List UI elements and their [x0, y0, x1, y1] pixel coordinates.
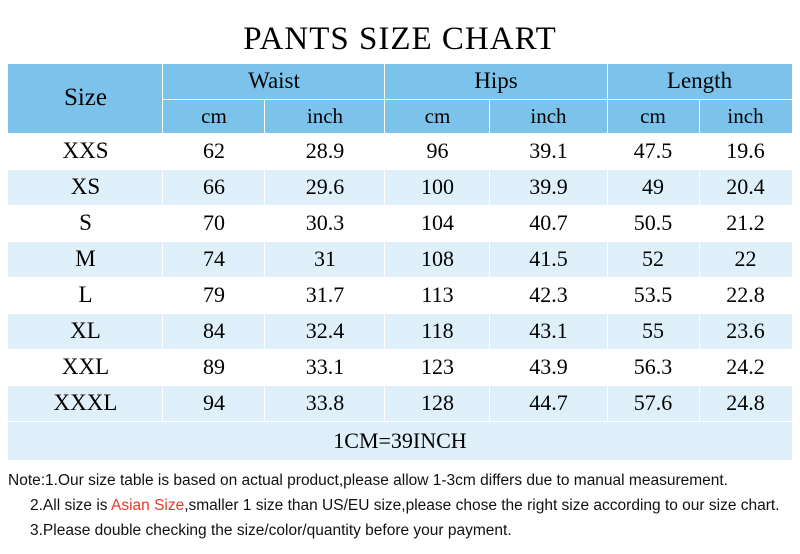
cell-length-inch: 23.6 — [699, 313, 792, 349]
cell-length-cm: 50.5 — [607, 205, 699, 241]
cell-hips-cm: 96 — [385, 133, 490, 169]
cell-hips-inch: 40.7 — [490, 205, 607, 241]
cell-length-cm: 56.3 — [607, 349, 699, 385]
cell-waist-inch: 31 — [265, 241, 385, 277]
cell-waist-cm: 79 — [163, 277, 265, 313]
table-row — [8, 277, 792, 313]
cell-waist-cm: 62 — [163, 133, 265, 169]
cell-hips-inch: 44.7 — [490, 385, 607, 421]
header-length-inch: inch — [699, 99, 792, 133]
cell-size: XL — [8, 313, 163, 349]
cell-size: XS — [8, 169, 163, 205]
conversion-note: 1CM=39INCH — [8, 421, 792, 460]
header-hips: Hips — [385, 63, 607, 99]
cell-length-inch: 22.8 — [699, 277, 792, 313]
table-group-header-row — [8, 63, 792, 99]
note-line-3: 3.Please double checking the size/color/quantity before your payment. — [30, 521, 512, 539]
cell-waist-inch: 28.9 — [265, 133, 385, 169]
cell-waist-cm: 70 — [163, 205, 265, 241]
cell-waist-cm: 89 — [163, 349, 265, 385]
cell-size: L — [8, 277, 163, 313]
cell-size: XXS — [8, 133, 163, 169]
header-waist: Waist — [163, 63, 385, 99]
cell-hips-inch: 41.5 — [490, 241, 607, 277]
cell-length-cm: 49 — [607, 169, 699, 205]
header-waist-inch: inch — [265, 99, 385, 133]
cell-length-cm: 57.6 — [607, 385, 699, 421]
cell-waist-inch: 33.8 — [265, 385, 385, 421]
header-waist-cm: cm — [163, 99, 265, 133]
header-hips-cm: cm — [385, 99, 490, 133]
page-title: PANTS SIZE CHART — [243, 21, 557, 57]
cell-size: M — [8, 241, 163, 277]
cell-hips-inch: 43.1 — [490, 313, 607, 349]
table-row — [8, 241, 792, 277]
note-line-2 — [8, 493, 792, 518]
header-length: Length — [607, 63, 792, 99]
cell-waist-inch: 31.7 — [265, 277, 385, 313]
cell-waist-inch: 29.6 — [265, 169, 385, 205]
cell-waist-cm: 66 — [163, 169, 265, 205]
cell-length-inch: 24.2 — [699, 349, 792, 385]
cell-size: S — [8, 205, 163, 241]
table-row — [8, 349, 792, 385]
cell-hips-cm: 123 — [385, 349, 490, 385]
cell-length-inch: 21.2 — [699, 205, 792, 241]
cell-hips-cm: 118 — [385, 313, 490, 349]
cell-hips-cm: 108 — [385, 241, 490, 277]
cell-hips-inch: 39.1 — [490, 133, 607, 169]
conversion-note-row — [8, 421, 792, 460]
cell-length-cm: 55 — [607, 313, 699, 349]
table-row — [8, 313, 792, 349]
note-line-1: Note:1.Our size table is based on actual product,please allow 1-3cm differs due to manual measurement. — [8, 471, 728, 489]
table-row — [8, 205, 792, 241]
cell-length-inch: 20.4 — [699, 169, 792, 205]
cell-length-inch: 22 — [699, 241, 792, 277]
cell-length-cm: 53.5 — [607, 277, 699, 313]
pants-size-table — [7, 63, 792, 461]
cell-length-inch: 24.8 — [699, 385, 792, 421]
table-row — [8, 169, 792, 205]
cell-length-cm: 47.5 — [607, 133, 699, 169]
cell-hips-cm: 113 — [385, 277, 490, 313]
note-line-2-pre: 2.All size is — [30, 496, 111, 514]
note-line-2-post: ,smaller 1 size than US/EU size,please chose the right size according to our size chart. — [184, 496, 780, 514]
cell-hips-inch: 42.3 — [490, 277, 607, 313]
cell-size: XXXL — [8, 385, 163, 421]
table-row — [8, 133, 792, 169]
cell-waist-inch: 30.3 — [265, 205, 385, 241]
cell-length-cm: 52 — [607, 241, 699, 277]
cell-waist-cm: 94 — [163, 385, 265, 421]
cell-size: XXL — [8, 349, 163, 385]
header-length-cm: cm — [607, 99, 699, 133]
cell-hips-inch: 39.9 — [490, 169, 607, 205]
note-asian-size-highlight: Asian Size — [110, 496, 185, 514]
cell-length-inch: 19.6 — [699, 133, 792, 169]
cell-hips-inch: 43.9 — [490, 349, 607, 385]
table-row — [8, 385, 792, 421]
notes-block — [8, 461, 792, 543]
cell-hips-cm: 100 — [385, 169, 490, 205]
cell-waist-cm: 84 — [163, 313, 265, 349]
cell-hips-cm: 104 — [385, 205, 490, 241]
cell-hips-cm: 128 — [385, 385, 490, 421]
header-size: Size — [8, 63, 163, 133]
cell-waist-cm: 74 — [163, 241, 265, 277]
cell-waist-inch: 33.1 — [265, 349, 385, 385]
header-hips-inch: inch — [490, 99, 607, 133]
cell-waist-inch: 32.4 — [265, 313, 385, 349]
